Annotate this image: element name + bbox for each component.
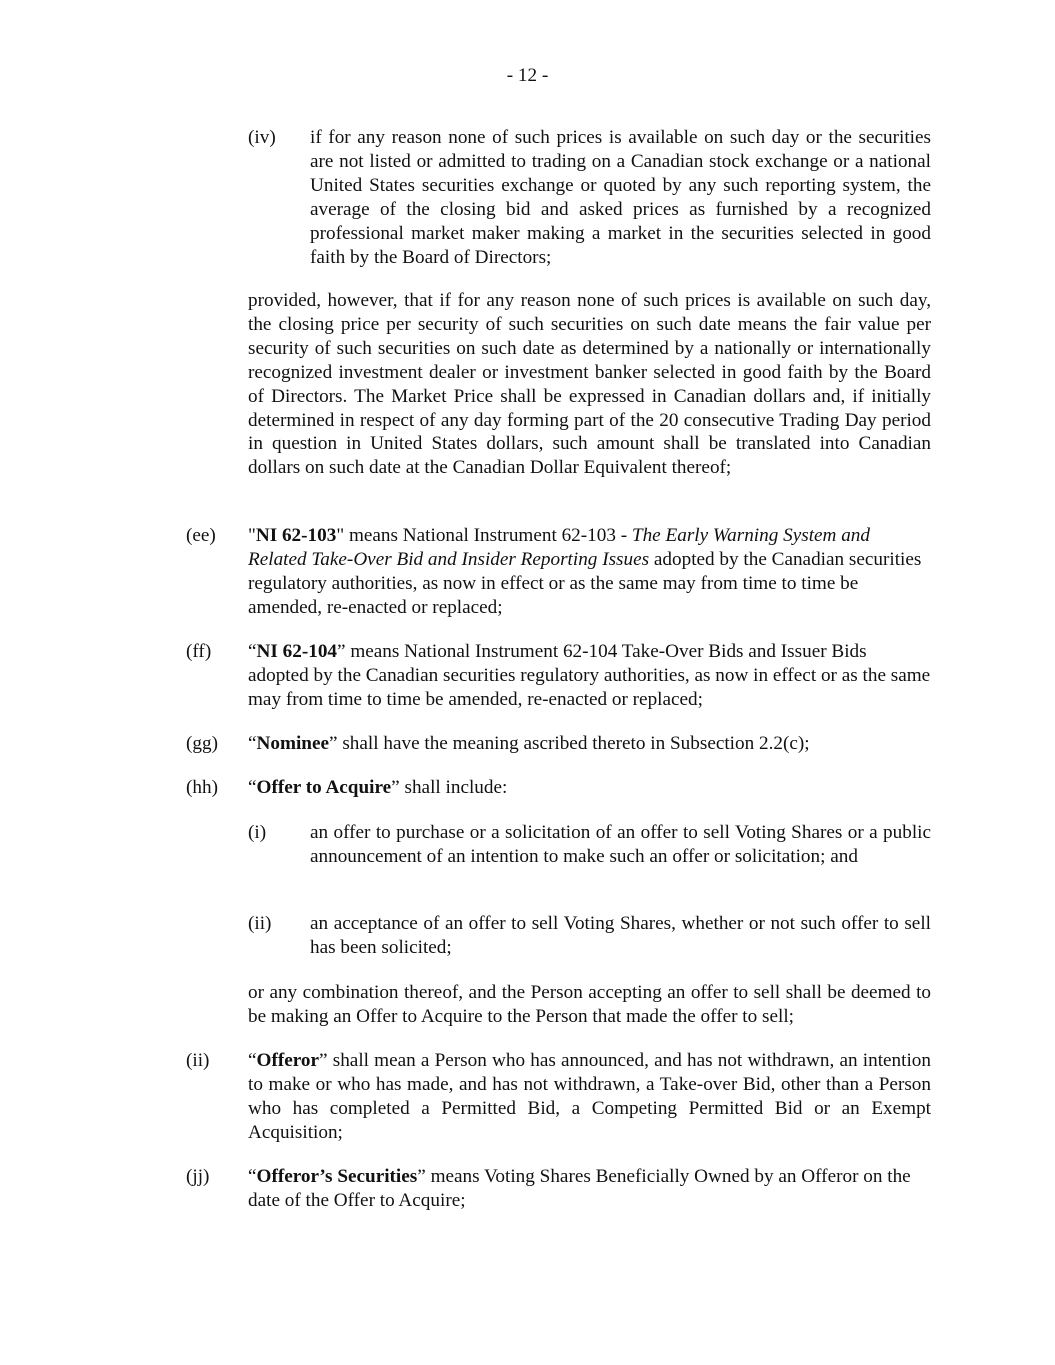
sub-item-i-label: (i) <box>248 822 267 843</box>
definition-ff-text: means National Instrument 62-104 Take-Over Bids and Issuer Bids adopted by the Canadian securities regulatory authorities, as now in effect or as the same may from time to time be amended, re-enacted or replaced; <box>248 641 931 710</box>
definition-jj-label: (jj) <box>186 1166 210 1187</box>
definition-ff-label: (ff) <box>186 641 212 662</box>
definition-gg <box>248 732 931 756</box>
sub-item-i-text: an offer to purchase or a solicitation of an offer to sell Voting Shares or a public announcement of an intention to make such an offer or solicitation; and <box>310 822 931 867</box>
quote-close: ” <box>417 1166 426 1187</box>
defined-term-ni-62-103: NI 62-103 <box>255 525 337 546</box>
item-iv-text: if for any reason none of such prices is available on such day or the securities are not listed or admitted to trading on a Canadian stock exchange or a national United States securities exchange or quoted by any such reporting system, the average of the closing bid and asked prices as furnished by a recognized professional market maker making a market in the securities selected in good faith by the Board of Directors; <box>310 127 931 268</box>
definition-gg-text: shall have the meaning ascribed thereto in Subsection 2.2(c); <box>337 733 810 754</box>
definition-hh-text: shall include: <box>399 777 508 798</box>
item-iv-label: (iv) <box>248 127 276 148</box>
quote-close: ” <box>319 1050 328 1071</box>
definition-ii-text: shall mean a Person who has announced, and has not withdrawn, an intention to make or who has made, and has not withdrawn, a Take-over Bid, other than a Person who has completed a Permitted Bid, a Competing Permitted Bid or an Exempt Acquisition; <box>248 1050 931 1143</box>
quote-close: ” <box>329 733 338 754</box>
defined-term-offerors-securities: Offeror’s Securities <box>256 1166 418 1187</box>
definition-ff <box>248 640 931 712</box>
quote-open: “ <box>248 641 257 662</box>
quote-open: “ <box>248 777 257 798</box>
definition-ee-text-after: adopted by the Canadian securities regulatory authorities, as now in effect or as the same may from time to time be amended, re-enacted or replaced; <box>248 548 922 618</box>
quote-open: “ <box>248 1050 257 1071</box>
definition-hh <box>248 776 931 800</box>
defined-term-nominee: Nominee <box>256 733 329 754</box>
definition-ee-text-before: means National Instrument 62-103 - <box>344 525 632 546</box>
sub-item-ii-label: (ii) <box>248 913 272 934</box>
definition-ii-label: (ii) <box>186 1050 210 1071</box>
quote-open: " <box>248 525 256 546</box>
definition-ee-label: (ee) <box>186 525 216 546</box>
defined-term-ni-62-104: NI 62-104 <box>256 641 338 662</box>
quote-close: ” <box>391 777 400 798</box>
defined-term-offer-to-acquire: Offer to Acquire <box>256 777 392 798</box>
defined-term-offeror: Offeror <box>256 1050 320 1071</box>
market-price-proviso: provided, however, that if for any reason none of such prices is available on such day, the closing price per security of such securities on such date means the fair value per security of such securities on such date as determined by a nationally or internationally recognized investment dealer or investment banker selected in good faith by the Board of Directors. The Market Price shall be expressed in Canadian dollars and, if initially determined in respect of any day forming part of the 20 consecutive Trading Day period in question in United States dollars, such amount shall be translated into Canadian dollars on such date at the Canadian Dollar Equivalent thereof; <box>248 290 931 479</box>
definition-hh-closing: or any combination thereof, and the Person accepting an offer to sell shall be deemed to be making an Offer to Acquire to the Person that made the offer to sell; <box>248 982 931 1027</box>
definition-jj-text: means Voting Shares Beneficially Owned by an Offeror on the date of the Offer to Acquire; <box>248 1166 911 1211</box>
definition-ee <box>248 524 931 620</box>
page-number: - 12 - <box>506 65 549 86</box>
sub-item-ii-text: an acceptance of an offer to sell Voting Shares, whether or not such offer to sell has been solicited; <box>310 913 931 958</box>
definition-jj <box>248 1165 931 1213</box>
quote-close: ” <box>337 641 346 662</box>
quote-open: “ <box>248 733 257 754</box>
definition-ii <box>248 1049 931 1145</box>
quote-open: “ <box>248 1166 257 1187</box>
definition-hh-label: (hh) <box>186 777 218 798</box>
definition-gg-label: (gg) <box>186 733 218 754</box>
instrument-title: The Early Warning System and Related Take-Over Bid and Insider Reporting Issues <box>248 525 870 570</box>
quote-close: " <box>336 525 345 546</box>
